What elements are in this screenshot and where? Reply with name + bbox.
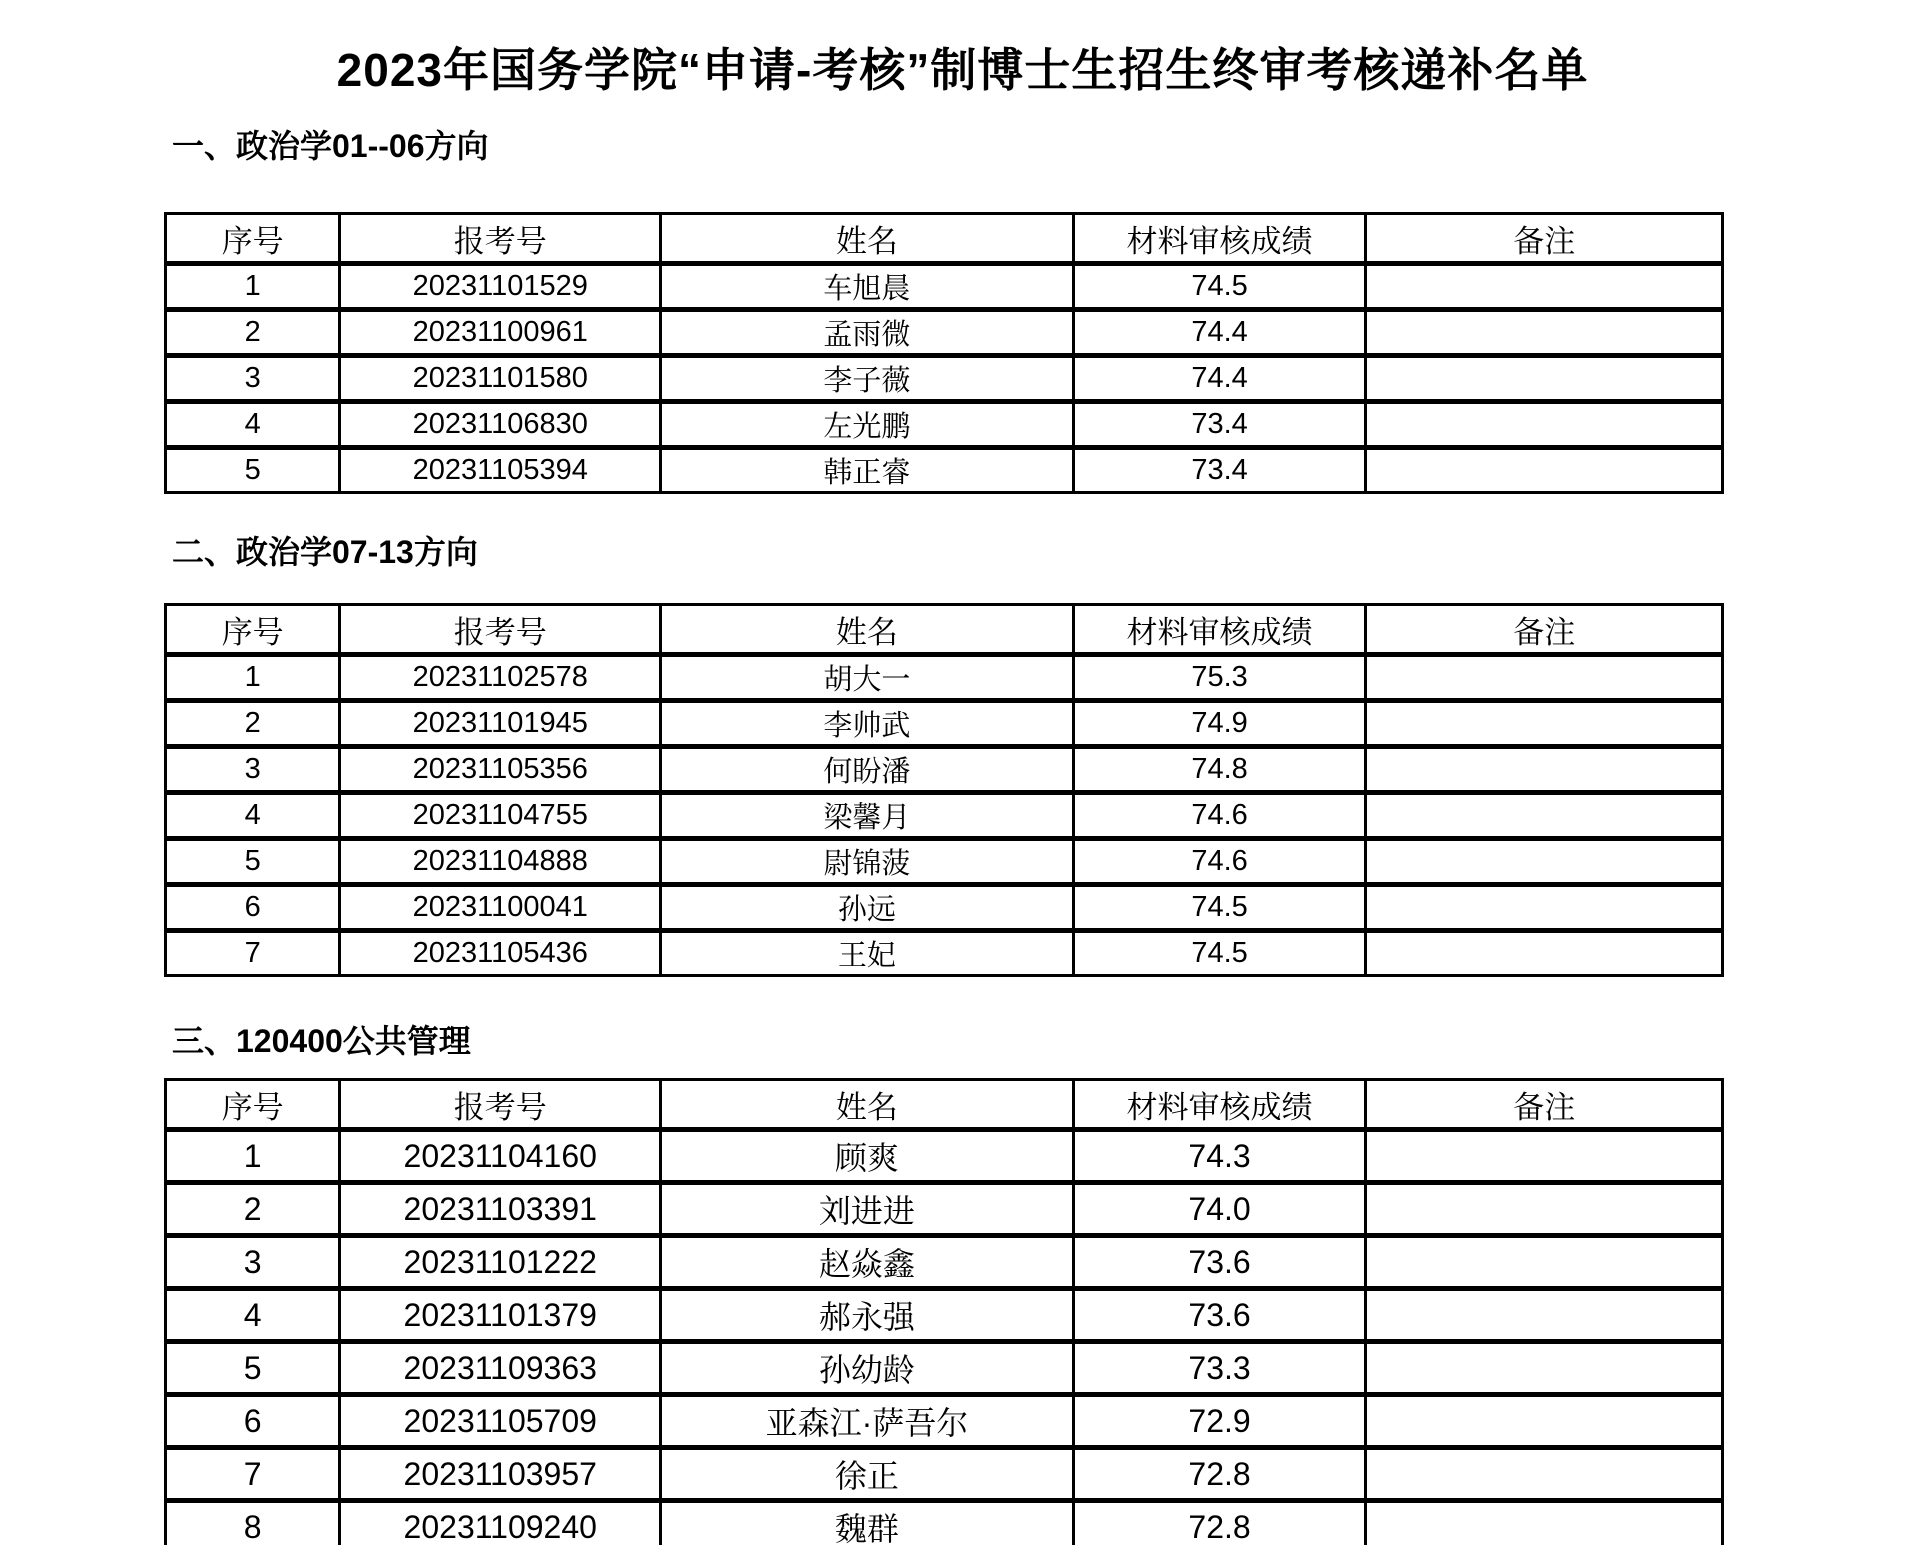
column-header: 备注 [1366,214,1723,264]
application-number-cell: 20231103391 [340,1183,661,1236]
application-number-cell: 20231105436 [340,931,661,976]
remarks-cell [1366,310,1723,356]
index-cell: 1 [166,655,340,701]
remarks-cell [1366,655,1723,701]
name-cell: 王妃 [661,931,1074,976]
document-body [164,124,1724,1545]
table-header-row [166,1080,1723,1130]
index-cell: 5 [166,1342,340,1395]
score-cell: 73.6 [1073,1236,1366,1289]
application-number-cell: 20231101222 [340,1236,661,1289]
application-number-cell: 20231101945 [340,701,661,747]
name-cell: 李帅武 [661,701,1074,747]
score-cell: 73.3 [1073,1342,1366,1395]
application-number-cell: 20231102578 [340,655,661,701]
score-cell: 74.5 [1073,885,1366,931]
application-number-cell: 20231106830 [340,402,661,448]
remarks-cell [1366,402,1723,448]
remarks-cell [1366,1130,1723,1183]
application-number-cell: 20231105394 [340,448,661,493]
remarks-cell [1366,448,1723,493]
remarks-cell [1366,885,1723,931]
table-row [166,747,1723,793]
application-number-cell: 20231104888 [340,839,661,885]
index-cell: 8 [166,1501,340,1545]
score-cell: 74.0 [1073,1183,1366,1236]
score-cell: 73.4 [1073,402,1366,448]
remarks-cell [1366,701,1723,747]
index-cell: 5 [166,448,340,493]
column-header: 报考号 [340,1080,661,1130]
table-row [166,793,1723,839]
column-header: 序号 [166,214,340,264]
column-header: 材料审核成绩 [1073,605,1366,655]
remarks-cell [1366,931,1723,976]
table-header-row [166,605,1723,655]
remarks-cell [1366,1395,1723,1448]
name-cell: 胡大一 [661,655,1074,701]
index-cell: 3 [166,356,340,402]
document-title: 2023年国务学院“申请-考核”制博士生招生终审考核递补名单 [336,44,1589,96]
score-cell: 74.9 [1073,701,1366,747]
column-header: 报考号 [340,214,661,264]
table-row [166,264,1723,310]
list-section [164,124,1724,494]
column-header: 材料审核成绩 [1073,214,1366,264]
table-row [166,402,1723,448]
index-cell: 4 [166,1289,340,1342]
score-cell: 74.5 [1073,264,1366,310]
remarks-cell [1366,1448,1723,1501]
column-header: 报考号 [340,605,661,655]
index-cell: 3 [166,747,340,793]
list-section [164,1019,1724,1545]
index-cell: 1 [166,264,340,310]
remarks-cell [1366,1183,1723,1236]
application-number-cell: 20231105356 [340,747,661,793]
application-number-cell: 20231101379 [340,1289,661,1342]
section-heading: 二、政治学07-13方向 [172,534,478,570]
table-row [166,1501,1723,1545]
table-row [166,1342,1723,1395]
list-section [164,530,1724,977]
index-cell: 2 [166,310,340,356]
score-cell: 75.3 [1073,655,1366,701]
remarks-cell [1366,839,1723,885]
candidate-table [164,1078,1724,1545]
score-cell: 74.3 [1073,1130,1366,1183]
column-header: 姓名 [661,214,1074,264]
name-cell: 亚森江·萨吾尔 [661,1395,1074,1448]
section-heading: 三、120400公共管理 [172,1023,471,1059]
column-header: 备注 [1366,605,1723,655]
application-number-cell: 20231109240 [340,1501,661,1545]
score-cell: 74.6 [1073,793,1366,839]
name-cell: 何盼潘 [661,747,1074,793]
index-cell: 4 [166,793,340,839]
column-header: 序号 [166,1080,340,1130]
table-row [166,885,1723,931]
application-number-cell: 20231101529 [340,264,661,310]
application-number-cell: 20231101580 [340,356,661,402]
remarks-cell [1366,747,1723,793]
table-row [166,655,1723,701]
name-cell: 顾爽 [661,1130,1074,1183]
index-cell: 6 [166,1395,340,1448]
remarks-cell [1366,1342,1723,1395]
table-row [166,1289,1723,1342]
table-row [166,1183,1723,1236]
remarks-cell [1366,793,1723,839]
table-header-row [166,214,1723,264]
application-number-cell: 20231109363 [340,1342,661,1395]
index-cell: 6 [166,885,340,931]
name-cell: 孙远 [661,885,1074,931]
candidate-table [164,212,1724,494]
name-cell: 李子薇 [661,356,1074,402]
name-cell: 赵焱鑫 [661,1236,1074,1289]
table-row [166,931,1723,976]
index-cell: 3 [166,1236,340,1289]
remarks-cell [1366,356,1723,402]
index-cell: 7 [166,1448,340,1501]
application-number-cell: 20231105709 [340,1395,661,1448]
index-cell: 1 [166,1130,340,1183]
name-cell: 郝永强 [661,1289,1074,1342]
name-cell: 左光鹏 [661,402,1074,448]
column-header: 姓名 [661,605,1074,655]
index-cell: 2 [166,1183,340,1236]
score-cell: 74.8 [1073,747,1366,793]
score-cell: 73.6 [1073,1289,1366,1342]
application-number-cell: 20231103957 [340,1448,661,1501]
name-cell: 车旭晨 [661,264,1074,310]
name-cell: 刘进进 [661,1183,1074,1236]
column-header: 序号 [166,605,340,655]
application-number-cell: 20231104160 [340,1130,661,1183]
column-header: 备注 [1366,1080,1723,1130]
remarks-cell [1366,1236,1723,1289]
remarks-cell [1366,1501,1723,1545]
index-cell: 7 [166,931,340,976]
application-number-cell: 20231104755 [340,793,661,839]
table-row [166,310,1723,356]
name-cell: 孙幼龄 [661,1342,1074,1395]
table-row [166,1130,1723,1183]
table-row [166,1395,1723,1448]
candidate-table [164,603,1724,977]
table-row [166,1448,1723,1501]
score-cell: 74.5 [1073,931,1366,976]
score-cell: 74.4 [1073,356,1366,402]
section-heading: 一、政治学01--06方向 [172,128,489,164]
name-cell: 韩正睿 [661,448,1074,493]
score-cell: 74.6 [1073,839,1366,885]
score-cell: 73.4 [1073,448,1366,493]
table-row [166,701,1723,747]
score-cell: 74.4 [1073,310,1366,356]
name-cell: 徐正 [661,1448,1074,1501]
column-header: 材料审核成绩 [1073,1080,1366,1130]
name-cell: 孟雨微 [661,310,1074,356]
table-row [166,839,1723,885]
application-number-cell: 20231100041 [340,885,661,931]
name-cell: 尉锦菠 [661,839,1074,885]
name-cell: 魏群 [661,1501,1074,1545]
table-row [166,1236,1723,1289]
score-cell: 72.9 [1073,1395,1366,1448]
score-cell: 72.8 [1073,1501,1366,1545]
remarks-cell [1366,264,1723,310]
name-cell: 梁馨月 [661,793,1074,839]
index-cell: 2 [166,701,340,747]
column-header: 姓名 [661,1080,1074,1130]
application-number-cell: 20231100961 [340,310,661,356]
index-cell: 4 [166,402,340,448]
score-cell: 72.8 [1073,1448,1366,1501]
table-row [166,448,1723,493]
index-cell: 5 [166,839,340,885]
remarks-cell [1366,1289,1723,1342]
table-row [166,356,1723,402]
